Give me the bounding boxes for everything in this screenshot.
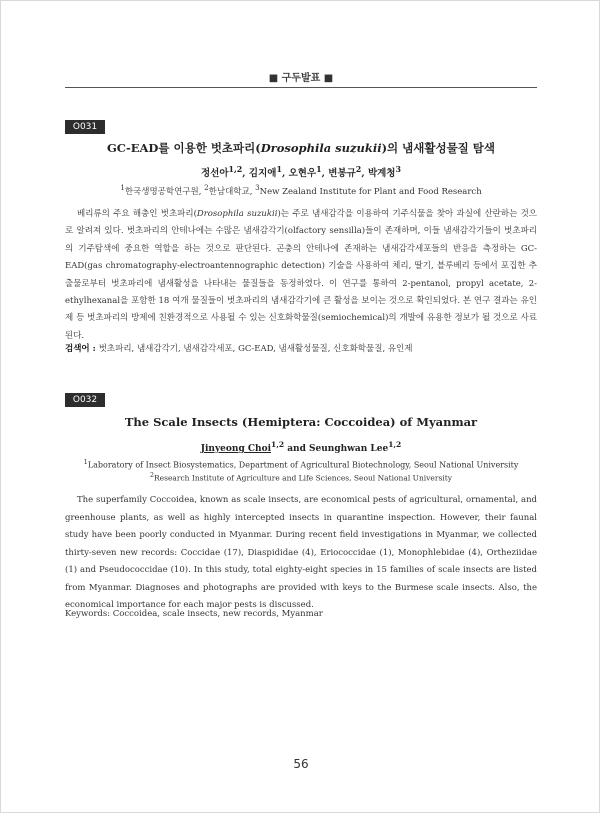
author-list	[65, 440, 537, 454]
affiliation: Laboratory of Insect Biosystematics, Department of Agricultural Biotechnology, Seoul National University	[87, 460, 519, 470]
author-name: 변봉규	[328, 168, 356, 180]
abstract-text: 베리류의 주요 해충인 벗초파리(	[77, 209, 197, 219]
affiliation-line	[65, 472, 537, 483]
abstract-species: Drosophila suzukii	[196, 209, 278, 219]
affiliation-list	[65, 183, 537, 197]
author-separator: ,	[281, 168, 289, 180]
author-name: 정선아	[201, 168, 229, 180]
title-species: Drosophila suzukii	[260, 141, 382, 155]
abstract: The superfamily Coccoidea, known as scale insects, are economical pests of agricultural, ornamental, and greenhouse plants, as well as highly intercepted insects in quarantine inspection. However, their faunal study have been poorly conducted in Myanmar. During recent field investigations in Myanmar, we collected thirty-seven new records: Coccidae (17), Diaspididae (4), Eriococcidae (1), Monophlebidae (4), Ortheziidae (1) and Pseudococcidae (10). In this study, total eighty-eight species in 15 families of scale insects are listed from Myanmar. Diagnoses and photographs are provided with keys to the Burmese scale insects. Also, the economical importance for each major pests is discussed.	[65, 495, 537, 610]
keywords-text: 벗초파리, 냄새감각기, 냄새감각세포, GC-EAD, 냄새활성물질, 신호화학물질, 유인제	[98, 344, 413, 354]
author-name: 박계청	[367, 168, 396, 180]
author-separator: ,	[361, 168, 368, 180]
abstract	[65, 206, 537, 345]
author-affil-mark: 3	[395, 165, 401, 174]
affiliation-line	[65, 458, 537, 470]
affil-mark: 3	[255, 183, 260, 192]
author-name: 오현우	[288, 168, 317, 180]
author-affil-mark: 1,2	[228, 165, 243, 174]
affil-mark: 1	[83, 458, 88, 466]
section-header: ■ 구두발표 ■	[268, 73, 334, 84]
author-affil-mark: 1,2	[388, 440, 402, 449]
author-name: Jinyeong Choi	[200, 444, 272, 454]
keywords-label: 검색어 :	[65, 344, 99, 354]
keywords	[65, 609, 537, 619]
paper-id-badge: O031	[65, 120, 105, 134]
affiliation: Research Institute of Agriculture and Life Sciences, Seoul National University	[154, 473, 452, 483]
affil-mark: 1	[120, 183, 125, 192]
title-text: )의 냄새활성물질 탐색	[381, 141, 496, 155]
affiliation: New Zealand Institute for Plant and Food Research	[259, 186, 482, 197]
header-rule	[65, 87, 537, 88]
author-name: 김지애	[248, 168, 277, 180]
paper-title	[65, 140, 537, 156]
author-affil-mark: 1	[276, 165, 282, 174]
author-list	[65, 165, 537, 179]
paper-title: The Scale Insects (Hemiptera: Coccoidea) of Myanmar	[124, 415, 478, 429]
paper-id-badge: O032	[65, 393, 105, 407]
abstract-text: )는 주로 냄새감각을 이용하여 기주식물을 찾아 과실에 산란하는 것으로 알려져 있다. 벗초파리의 안테나에는 수많은 냄새감각기(olfactory sensilla)들이 존재하며, 이들 냄새감각기들이 벗초파리의 기주탐색에 중요한 역할을 하는 것으로 판단된다. 곤충의 안테나에 존재하는 냄새감각세포들의 반응을 측정하는 GC-EAD(gas chromatography-electroantennographic detection) 기술을 사용하여 체리, 딸기, 블루베리 등에서 포집한 추출물로부터 벗초파리에 냄새활성을 나타내는 물질들을 동정하였다. 이 연구를 통하여 2-pentanol, propyl acetate, 2-ethylhexanal을 포함한 18 여개 물질들이 벗초파리의 냄새감각기에 큰 활성을 보이는 것으로 확인되었다. 본 연구 결과는 유인제 등 벗초파리의 방제에 친환경적으로 사용될 수 있는 신호화학물질(semiochemical)의 개발에 유용한 정보가 될 것으로 사료된다.	[65, 209, 537, 341]
affiliation: 한국생명공학연구원,	[124, 186, 205, 197]
page-number: 56	[293, 757, 309, 771]
author-name: Seunghwan Lee	[309, 444, 389, 454]
author-affil-mark: 2	[355, 165, 362, 174]
keywords	[65, 342, 537, 354]
author-separator: ,	[321, 168, 329, 180]
affil-mark: 2	[150, 472, 155, 479]
author-affil-mark: 1	[316, 165, 322, 174]
affiliation: 한남대학교,	[208, 186, 256, 197]
affil-mark: 2	[204, 183, 209, 192]
keywords-text: Coccoidea, scale insects, new records, Myanmar	[112, 609, 323, 619]
title-text: GC-EAD를 이용한 벗초파리(	[106, 141, 261, 155]
keywords-label: Keywords:	[65, 609, 113, 619]
author-separator: ,	[242, 168, 249, 180]
author-affil-mark: 1,2	[271, 440, 285, 449]
author-separator: and	[284, 444, 310, 454]
